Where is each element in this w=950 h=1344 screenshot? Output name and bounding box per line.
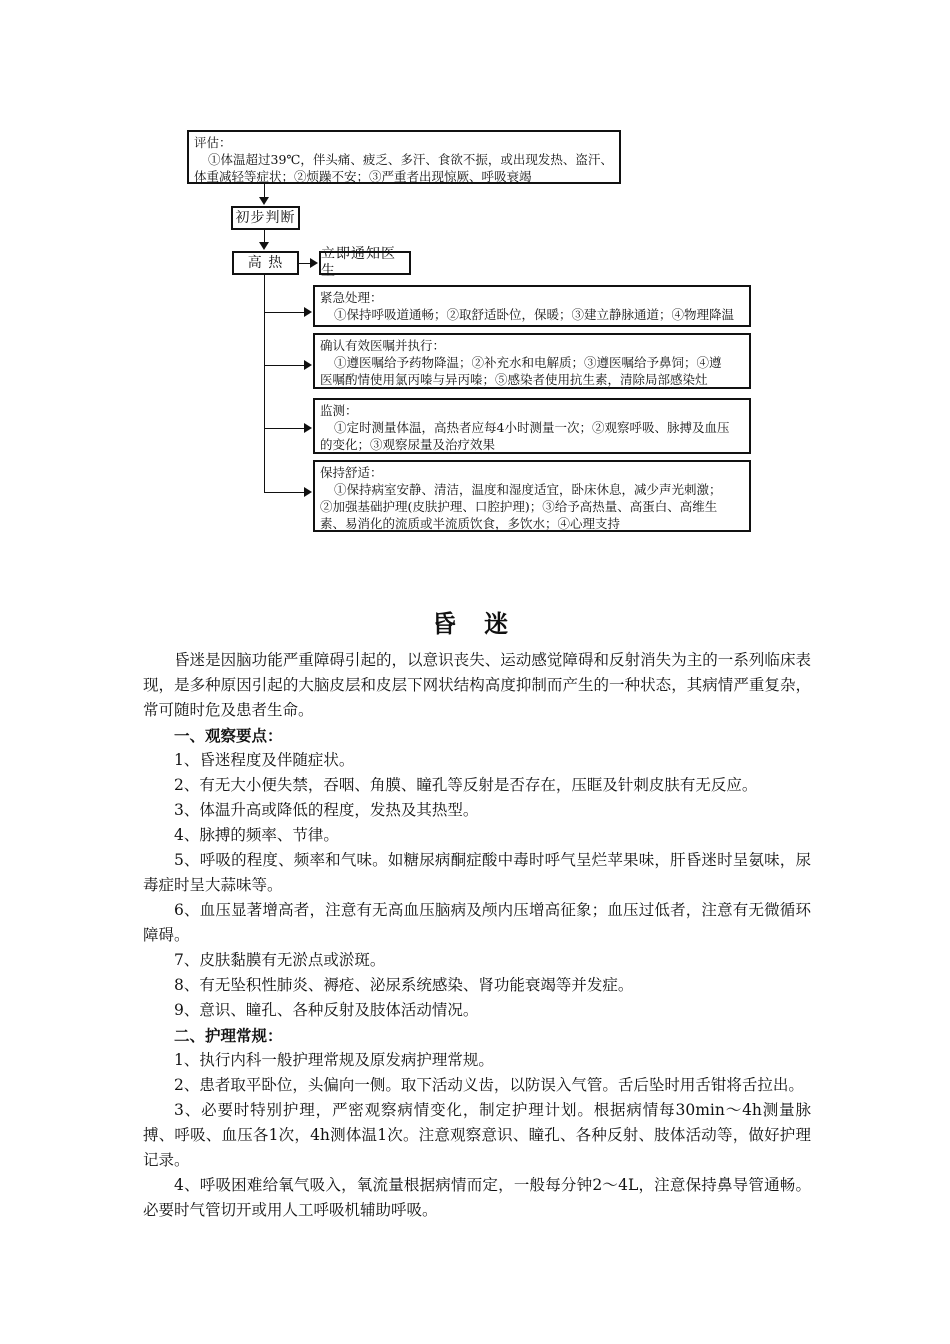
monitor-line-1: ①定时测量体温，高热者应每4小时测量一次；②观察呼吸、脉搏及血压: [334, 420, 730, 435]
emergency-box: [313, 285, 751, 327]
confirm-orders-line-1: ①遵医嘱给予药物降温；②补充水和电解质；③遵医嘱给予鼻饲；④遵: [334, 355, 722, 370]
section-title: 昏 迷: [431, 609, 519, 638]
list-item: 1、昏迷程度及伴随症状。: [174, 751, 355, 769]
monitor-title: 监测：: [320, 403, 358, 418]
monitor-line-2: 的变化；③观察尿量及治疗效果: [320, 437, 496, 452]
arrow-right-icon: [304, 360, 312, 370]
confirm-orders-title: 确认有效医嘱并执行：: [320, 338, 446, 353]
initial-judgment-box: [231, 206, 300, 230]
list-item: 7、皮肤黏膜有无淤点或淤斑。: [174, 951, 386, 969]
notify-doctor-box: [319, 246, 411, 279]
arrow-right-icon: [304, 487, 312, 497]
connector: [264, 184, 265, 198]
heading-care-routine: 二、护理常规：: [174, 1026, 283, 1045]
arrow-down-icon: [259, 242, 269, 250]
arrow-right-icon: [310, 258, 318, 268]
comfort-line-2: ②加强基础护理(皮肤护理、口腔护理)；③给予高热量、高蛋白、高维生: [320, 499, 718, 514]
list-item: 9、意识、瞳孔、各种反射及肢体活动情况。: [174, 1001, 479, 1019]
emergency-line-1: ①保持呼吸道通畅；②取舒适卧位，保暖；③建立静脉通道；④物理降温: [334, 307, 735, 322]
list-item: 3、体温升高或降低的程度，发热及其热型。: [174, 801, 479, 819]
heading-observation: 一、观察要点：: [174, 726, 283, 745]
arrow-right-icon: [304, 307, 312, 317]
arrow-right-icon: [304, 423, 312, 433]
list-item: 8、有无坠积性肺炎、褥疮、泌尿系统感染、肾功能衰竭等并发症。: [174, 976, 634, 994]
connector: [264, 312, 305, 313]
monitor-box: [313, 398, 751, 454]
initial-judgment-label: 初步判断: [235, 209, 296, 226]
confirm-orders-box: [313, 333, 751, 389]
list-item: 5、呼吸的程度、频率和气味。如糖尿病酮症酸中毒时呼气呈烂苹果味，肝昏迷时呈氨味，尿毒症时呈大蒜味等。: [143, 851, 811, 894]
intro-paragraph: 昏迷是因脑功能严重障碍引起的，以意识丧失、运动感觉障碍和反射消失为主的一系列临床表现，是多种原因引起的大脑皮层和皮层下网状结构高度抑制而产生的一种状态，其病情严重复杂，常可随时危及患者生命。: [143, 651, 811, 719]
assessment-line-1: ①体温超过39℃，伴头痛、疲乏、多汗、食欲不振，或出现发热、盗汗、: [208, 152, 613, 167]
comfort-box: [313, 460, 751, 532]
confirm-orders-line-2: 医嘱酌情使用氯丙嗪与异丙嗪；⑤感染者使用抗生素，清除局部感染灶: [320, 372, 708, 387]
emergency-title: 紧急处理：: [320, 290, 383, 305]
assessment-title: 评估：: [194, 135, 232, 150]
notify-doctor-label: 立即通知医生: [321, 246, 396, 279]
list-item: 2、患者取平卧位，头偏向一侧。取下活动义齿，以防误入气管。舌后坠时用舌钳将舌拉出。: [174, 1076, 804, 1094]
comfort-line-1: ①保持病室安静、清洁，温度和湿度适宜，卧床休息，减少声光刺激；: [334, 482, 722, 497]
trunk-line: [264, 275, 265, 493]
connector: [264, 365, 305, 366]
list-item: 2、有无大小便失禁，吞咽、角膜、瞳孔等反射是否存在，压眶及针刺皮肤有无反应。: [174, 776, 758, 794]
list-item: 3、必要时特别护理，严密观察病情变化，制定护理计划。根据病情每30min～4h测量脉搏、呼吸、血压各1次，4h测体温1次。注意观察意识、瞳孔、各种反射、肢体活动等，做好护理记录。: [143, 1101, 811, 1169]
arrow-down-icon: [259, 197, 269, 205]
connector: [264, 428, 305, 429]
comfort-title: 保持舒适：: [320, 465, 383, 480]
assessment-box: [187, 130, 621, 184]
list-item: 4、脉搏的频率、节律。: [174, 826, 339, 844]
high-fever-label: 高 热: [247, 254, 284, 271]
list-item: 6、血压显著增高者，注意有无高血压脑病及颅内压增高征象；血压过低者，注意有无微循环障碍。: [143, 901, 811, 944]
list-item: 1、执行内科一般护理常规及原发病护理常规。: [174, 1051, 494, 1069]
list-item: 4、呼吸困难给氧气吸入，氧流量根据病情而定，一般每分钟2～4L，注意保持鼻导管通畅。必要时气管切开或用人工呼吸机辅助呼吸。: [143, 1176, 811, 1219]
coma-body: [143, 648, 811, 1223]
high-fever-box: [232, 251, 299, 275]
fever-care-flowchart: [0, 0, 950, 560]
comfort-line-3: 素、易消化的流质或半流质饮食，多饮水；④心理支持: [320, 516, 621, 531]
assessment-line-2: 体重减轻等症状；②烦躁不安；③严重者出现惊厥、呼吸衰竭: [194, 169, 532, 184]
connector: [264, 492, 305, 493]
